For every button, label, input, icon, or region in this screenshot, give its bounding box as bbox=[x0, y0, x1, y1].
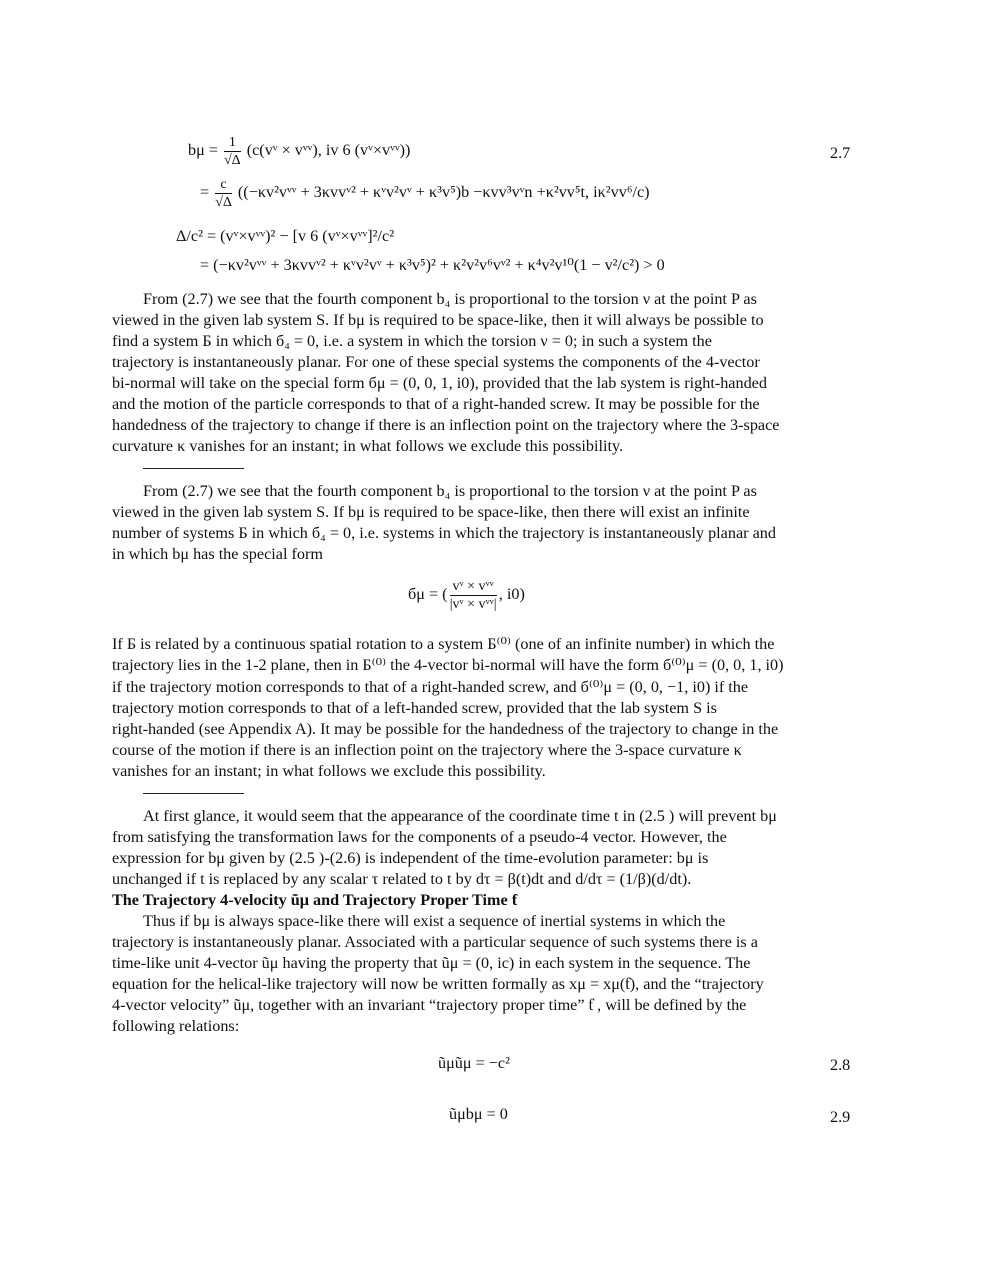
para1-line: bi-normal will take on the special form бμ = (0, 0, 1, i0), provided that the lab system is right-handed bbox=[112, 374, 767, 392]
para3-line: right-handed (see Appendix A). It may be possible for the handedness of the trajectory to change in the bbox=[112, 720, 779, 738]
para1-line: handedness of the trajectory to change if there is an inflection point on the trajectory where the 3-space bbox=[112, 416, 780, 434]
para3-line: If Б is related by a continuous spatial rotation to a system Б⁽⁰⁾ (one of an infinite number) in which the bbox=[112, 635, 775, 653]
para5-line: time-like unit 4-vector ũμ having the property that ũμ = (0, ic) in each system in the sequence. The bbox=[112, 954, 751, 972]
eq-2-7-line2 bbox=[200, 176, 650, 211]
eq-rhs: (c(vᵛ × vᵛᵛ), iv 6 (vᵛ×vᵛᵛ)) bbox=[246, 141, 411, 160]
para4-line: expression for bμ given by (2.5 )-(2.6) is independent of the time-evolution parameter: bμ is bbox=[112, 849, 709, 867]
para4-line: from satisfying the transformation laws for the components of a pseudo-4 vector. However, the bbox=[112, 828, 727, 846]
frac-den: √Δ bbox=[215, 195, 232, 210]
eq-lhs: = bbox=[200, 183, 210, 202]
para1-line: viewed in the given lab system S. If bμ is required to be space-like, then it will always be possible to bbox=[112, 311, 764, 329]
eq-delta-line2: = (−κv²vᵛᵛ + 3κvvᵛ² + κᵛv²vᵛ + κ³v⁵)² + κ²v²v⁶vᵛ² + κ⁴v²v¹⁰(1 − v²/c²) > 0 bbox=[200, 256, 665, 274]
para2-line: in which bμ has the special form bbox=[112, 545, 323, 563]
frac-den: √Δ bbox=[224, 153, 241, 168]
eq-lhs: bμ = bbox=[188, 141, 218, 160]
frac-den: |vᵛ × vᵛᵛ| bbox=[449, 597, 497, 612]
para5-line: equation for the helical-like trajectory will now be written formally as xμ = xμ(ƭ), and the “trajectory bbox=[112, 975, 764, 993]
eq-fraction bbox=[215, 176, 232, 211]
para5-line: trajectory is instantaneously planar. Associated with a particular sequence of such systems there is a bbox=[112, 933, 758, 951]
eq-rhs: , i0) bbox=[498, 585, 525, 604]
eq-delta-line1: Δ/c² = (vᵛ×vᵛᵛ)² − [v 6 (vᵛ×vᵛᵛ]²/c² bbox=[176, 227, 395, 245]
para1-line: and the motion of the particle corresponds to that of a right-handed screw. It may be possible for the bbox=[112, 395, 760, 413]
para1-line: curvature κ vanishes for an instant; in what follows we exclude this possibility. bbox=[112, 437, 624, 455]
separator-rule bbox=[143, 793, 244, 794]
eq-rhs: ((−κv²vᵛᵛ + 3κvvᵛ² + κᵛv²vᵛ + κ³v⁵)b −κvv³vᵛn +κ²vv⁵t, iκ²vv⁶/c) bbox=[237, 183, 650, 202]
frac-num: 1 bbox=[224, 134, 241, 152]
para3-line: if the trajectory motion corresponds to that of a right-handed screw, and б⁽⁰⁾μ = (0, 0, −1, i0) if the bbox=[112, 678, 749, 696]
para5-line: Thus if bμ is always space-like there will exist a sequence of inertial systems in which the bbox=[143, 912, 726, 930]
eq-2-8: ũμũμ = −c² bbox=[438, 1054, 510, 1072]
para1-line: From (2.7) we see that the fourth component b₄ is proportional to the torsion ν at the point P as bbox=[143, 290, 757, 308]
eq-2-9: ũμbμ = 0 bbox=[449, 1105, 508, 1123]
eq-fraction bbox=[450, 578, 497, 613]
para2-line: From (2.7) we see that the fourth component b₄ is proportional to the torsion ν at the point P as bbox=[143, 482, 757, 500]
eq-fraction bbox=[224, 134, 241, 169]
separator-rule bbox=[143, 468, 244, 469]
eq-special-form bbox=[408, 578, 525, 613]
para3-line: trajectory motion corresponds to that of a left-handed screw, provided that the lab system S is bbox=[112, 699, 717, 717]
equation-number: 2.8 bbox=[830, 1056, 851, 1074]
para5-line: following relations: bbox=[112, 1017, 240, 1035]
para2-line: viewed in the given lab system S. If bμ is required to be space-like, then there will exist an infinite bbox=[112, 503, 750, 521]
equation-number: 2.7 bbox=[830, 144, 851, 162]
equation-number: 2.9 bbox=[830, 1108, 851, 1126]
para4-line: At first glance, it would seem that the appearance of the coordinate time t in (2.5 ) will prevent bμ bbox=[143, 807, 777, 825]
para4-line: unchanged if t is replaced by any scalar τ related to t by dτ = β(t)dt and d/dτ = (1/β)(d/dt). bbox=[112, 870, 692, 888]
para1-line: trajectory is instantaneously planar. For one of these special systems the components of the 4-vector bbox=[112, 353, 760, 371]
section-heading: The Trajectory 4-velocity ũμ and Trajectory Proper Time ƭ bbox=[112, 891, 518, 909]
frac-num: c bbox=[215, 176, 232, 194]
para5-line: 4-vector velocity” ũμ, together with an invariant “trajectory proper time” ƭ , will be defined by the bbox=[112, 996, 747, 1014]
para3-line: trajectory lies in the 1-2 plane, then in Б⁽⁰⁾ the 4-vector bi-normal will have the form б⁽⁰⁾μ = (0, 0, 1, i0) bbox=[112, 656, 784, 674]
eq-2-7-line1 bbox=[188, 134, 410, 169]
frac-num: vᵛ × vᵛᵛ bbox=[450, 578, 497, 596]
para3-line: course of the motion if there is an inflection point on the trajectory where the 3-space curvature κ bbox=[112, 741, 742, 759]
eq-lhs: бμ = ( bbox=[408, 585, 448, 604]
para1-line: find a system Б in which б₄ = 0, i.e. a system in which the torsion ν = 0; in such a system the bbox=[112, 332, 712, 350]
para2-line: number of systems Б in which б₄ = 0, i.e. systems in which the trajectory is instantaneously planar and bbox=[112, 524, 776, 542]
para3-line: vanishes for an instant; in what follows we exclude this possibility. bbox=[112, 762, 546, 780]
